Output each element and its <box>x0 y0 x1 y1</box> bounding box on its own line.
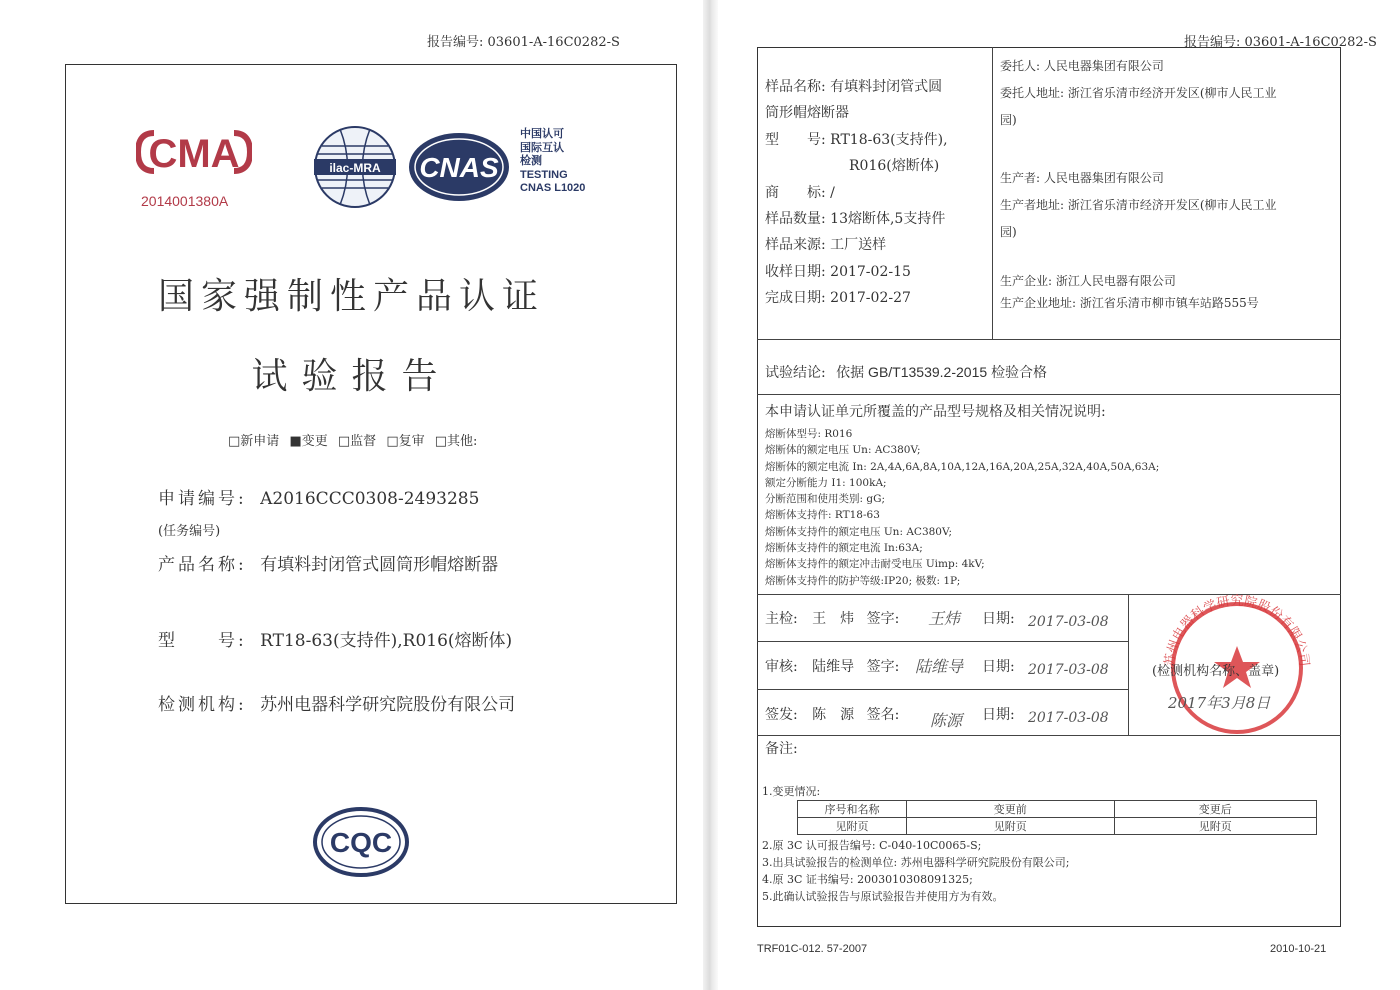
maker-address-value-2: 园) <box>1000 225 1017 239</box>
check-review: □复审 <box>386 434 425 449</box>
issuer-name: 陈 源 <box>812 707 855 723</box>
table-header: 变更后 <box>1114 801 1316 818</box>
divider <box>757 641 1129 642</box>
form-date: 2010-10-21 <box>1270 943 1327 955</box>
sample-model-value: RT18-63(支持件), <box>830 131 948 148</box>
spec-line: 熔断体型号: R016 <box>765 428 853 440</box>
client-address-value: 浙江省乐清市经济开发区(柳市人民工业 <box>1067 86 1277 100</box>
client-value: 人民电器集团有限公司 <box>1043 59 1164 73</box>
cqc-logo-text: CQC <box>329 827 393 858</box>
check-other: □其他: <box>434 434 478 449</box>
issuer-role: 签发: <box>765 707 798 723</box>
application-number-value: A2016CCC0308-2493285 <box>260 489 480 509</box>
test-lab-value: 苏州电器科学研究院股份有限公司 <box>260 695 516 715</box>
ilac-mra-icon <box>312 124 398 210</box>
report-number: 报告编号: 03601-A-16C0282-S <box>427 35 620 50</box>
page-fold <box>703 0 718 990</box>
test-lab-row <box>158 690 515 715</box>
spec-line: 熔断体支持件: RT18-63 <box>765 509 880 522</box>
factory-address-label: 生产企业地址: <box>1000 296 1077 310</box>
source-label: 样品来源: <box>765 237 826 254</box>
maker-label: 生产者: <box>1000 171 1041 185</box>
spec-line: 熔断体支持件的额定电压 Un: AC380V; <box>765 525 953 538</box>
reviewer-sign-label: 签字: <box>866 659 900 675</box>
brand-label: 商 标: <box>765 184 826 201</box>
conclusion-label: 试验结论: <box>765 365 826 381</box>
seal-date: 2017年3月8日 <box>1168 694 1271 712</box>
reviewer-name: 陆维导 <box>812 659 855 675</box>
ilac-logo-text: ilac-MRA <box>329 161 381 175</box>
conclusion-value: 依据 GB/T13539.2-2015 检验合格 <box>836 364 1048 380</box>
notes-list <box>762 837 1069 905</box>
application-number-label: 申请编号: <box>158 489 247 509</box>
issuer-row <box>765 704 899 724</box>
quantity-label: 样品数量: <box>765 211 826 228</box>
reviewer-role: 审核: <box>765 659 798 675</box>
change-label: 1.变更情况: <box>762 785 821 798</box>
cnas-line: 中国认可 <box>520 128 564 140</box>
issuer-sign-label: 签名: <box>866 707 900 723</box>
issuer-signature: 陈源 <box>930 711 963 730</box>
inspector-sign-label: 签字: <box>866 611 900 627</box>
note-line: 4.原 3C 证书编号: 2003010308091325; <box>762 873 973 886</box>
source-value: 工厂送样 <box>830 237 887 254</box>
cnas-line: 检测 <box>520 155 542 167</box>
model-row <box>158 626 512 651</box>
maker-value: 人民电器集团有限公司 <box>1043 171 1164 185</box>
sample-name-value-2: 筒形帽熔断器 <box>765 105 849 122</box>
spec-line: 分断范围和使用类别: gG; <box>765 493 886 506</box>
product-name-row <box>158 550 498 575</box>
test-conclusion <box>765 362 1047 382</box>
divider <box>757 339 1341 340</box>
spec-line: 熔断体支持件的额定冲击耐受电压 Uimp: 4kV; <box>765 558 985 571</box>
cnas-line: TESTING <box>520 168 568 181</box>
inspector-name: 王 炜 <box>812 611 855 627</box>
description-heading: 本申请认证单元所覆盖的产品型号规格及相关情况说明: <box>765 404 1106 420</box>
received-date-label: 收样日期: <box>765 263 826 280</box>
cnas-logo-text: CNAS <box>419 152 499 183</box>
note-line: 5.此确认试验报告与原试验报告并使用方为有效。 <box>762 890 1004 903</box>
maker-address-value: 浙江省乐清市经济开发区(柳市人民工业 <box>1067 198 1277 212</box>
inspector-row <box>765 608 899 628</box>
cma-icon <box>136 127 252 177</box>
table-cell: 见附页 <box>798 818 907 835</box>
spec-list <box>765 426 1159 589</box>
check-change: ■变更 <box>289 434 328 449</box>
cma-logo-text: CMA <box>148 132 240 176</box>
inspector-role: 主检: <box>765 611 798 627</box>
maker-address-label: 生产者地址: <box>1000 198 1065 212</box>
application-type-checkboxes <box>228 430 483 449</box>
client-address-label: 委托人地址: <box>1000 86 1065 100</box>
quantity-value: 13熔断体,5支持件 <box>830 211 946 228</box>
seal-column-divider <box>1128 594 1129 735</box>
factory-address-value: 浙江省乐清市柳市镇车站路555号 <box>1079 296 1259 310</box>
reviewer-date-label: 日期: <box>982 659 1015 675</box>
spec-line: 熔断体支持件的防护等级:IP20; 极数: 1P; <box>765 574 961 587</box>
reviewer-signature: 陆维导 <box>915 657 964 676</box>
change-table <box>797 800 1317 835</box>
note-line: 3.出具试验报告的检测单位: 苏州电器科学研究院股份有限公司; <box>762 856 1070 869</box>
form-number: TRF01C-012. 57-2007 <box>757 943 868 955</box>
inspector-date: 2017-03-08 <box>1028 614 1109 630</box>
remarks-label: 备注: <box>765 741 798 757</box>
cma-number: 2014001380A <box>141 193 229 209</box>
divider <box>757 689 1129 690</box>
document-subtitle: 试验报告 <box>251 356 452 397</box>
client-label: 委托人: <box>1000 59 1041 73</box>
spec-line: 熔断体支持件的额定电流 In:63A; <box>765 542 923 555</box>
received-date-value: 2017-02-15 <box>830 263 911 280</box>
cnas-line: CNAS L1020 <box>520 182 586 194</box>
cnas-caption <box>520 128 585 196</box>
issuer-date-label: 日期: <box>982 707 1015 723</box>
table-header-row <box>798 801 1317 818</box>
client-info <box>1000 53 1336 314</box>
reviewer-date: 2017-03-08 <box>1028 662 1109 678</box>
table-cell: 见附页 <box>906 818 1114 835</box>
cqc-logo-icon <box>312 806 410 878</box>
inspector-date-label: 日期: <box>982 611 1015 627</box>
reviewer-row <box>765 656 899 676</box>
sample-name-value: 有填料封闭管式圆 <box>830 79 943 95</box>
cnas-icon <box>407 131 511 203</box>
client-address-value-2: 园) <box>1000 113 1017 127</box>
column-divider <box>992 47 993 339</box>
completed-date-value: 2017-02-27 <box>830 290 911 307</box>
check-supervise: □监督 <box>337 434 377 449</box>
product-name-label: 产品名称: <box>158 555 247 575</box>
completed-date-label: 完成日期: <box>765 290 826 307</box>
brand-value: / <box>830 184 835 201</box>
check-new: □新申请 <box>228 434 280 449</box>
sample-info <box>765 74 948 312</box>
application-number-row <box>158 484 479 509</box>
sample-model-label: 型 号: <box>765 131 826 148</box>
factory-value: 浙江人民电器有限公司 <box>1055 274 1176 288</box>
task-number-label: (任务编号) <box>158 524 221 539</box>
sample-model-value-2: R016(熔断体) <box>849 158 940 175</box>
cnas-line: 国际互认 <box>520 141 564 154</box>
seal-caption: (检测机构名称、盖章) <box>1152 664 1280 679</box>
inspector-signature: 王炜 <box>928 609 961 628</box>
product-name-value: 有填料封闭管式圆筒形帽熔断器 <box>260 555 499 575</box>
table-header: 序号和名称 <box>798 801 907 818</box>
spec-line: 熔断体的额定电压 Un: AC380V; <box>765 444 921 457</box>
note-line: 2.原 3C 认可报告编号: C-040-10C0065-S; <box>762 839 982 852</box>
spec-line: 额定分断能力 I1: 100kA; <box>765 476 887 489</box>
sample-name-label: 样品名称: <box>765 79 826 95</box>
factory-label: 生产企业: <box>1000 274 1053 288</box>
divider <box>757 735 1341 736</box>
test-lab-label: 检测机构: <box>158 695 247 715</box>
document-title: 国家强制性产品认证 <box>157 276 545 317</box>
issuer-date: 2017-03-08 <box>1028 710 1109 726</box>
spec-line: 熔断体的额定电流 In: 2A,4A,6A,8A,10A,12A,16A,20A,25A,32A,40A,50A,63A; <box>765 460 1160 473</box>
model-label: 型 号: <box>158 631 247 651</box>
table-cell: 见附页 <box>1114 818 1316 835</box>
report-number-right: 报告编号: 03601-A-16C0282-S <box>1184 35 1377 50</box>
table-header: 变更前 <box>906 801 1114 818</box>
divider <box>757 394 1341 395</box>
table-row <box>798 818 1317 835</box>
model-value: RT18-63(支持件),R016(熔断体) <box>260 631 513 651</box>
seal-text: 苏州电器科学研究院股份有限公司 <box>1162 594 1312 668</box>
